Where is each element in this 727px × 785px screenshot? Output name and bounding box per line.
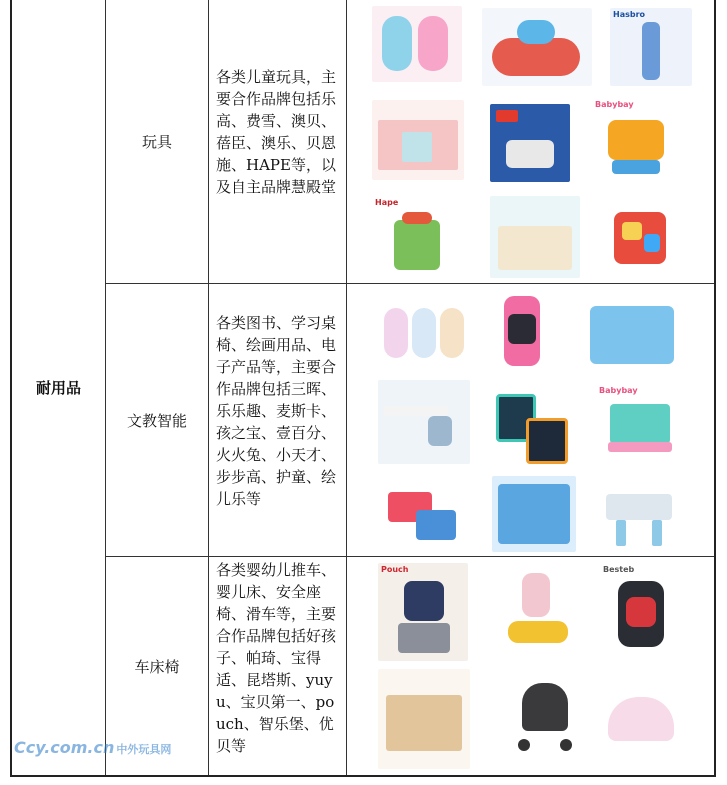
- row-desc-strollers: 各类婴幼儿推车、婴儿床、安全座椅、滑车等，主要合作品牌包括好孩子、帕琦、宝得适、昆塔斯、yuyu、宝贝第一、pouch、智乐堡、优贝等: [216, 561, 337, 755]
- row-name-toys: 玩具: [141, 133, 172, 151]
- row-name-education: 文教智能: [126, 411, 187, 430]
- bead-maze-image: [372, 196, 462, 278]
- gift-boxes-image: [492, 476, 576, 552]
- study-desk-image: [378, 380, 470, 464]
- baby-walker-image: [592, 98, 678, 184]
- image-cell-toys: [352, 0, 712, 283]
- crayon-case-image: [584, 292, 680, 372]
- row-desc-toys: 各类儿童玩具，主要合作品牌包括乐高、费雪、澳贝、蓓臣、澳乐、贝恩施、HAPE等，以及自主品牌慧殿堂: [216, 68, 337, 196]
- wooden-crib-image: [378, 669, 470, 769]
- brand-hasbro-label: Hasbro: [613, 10, 646, 19]
- image-cell-education: [352, 284, 712, 556]
- baby-activity-center-image: [482, 8, 592, 86]
- category-cell: 耐用品: [35, 379, 81, 397]
- brand-babybay-label-2: Babybay: [599, 386, 638, 395]
- row-desc-education: 各类图书、学习桌椅、绘画用品、电子产品等，主要合作品牌包括三晖、乐乐趣、麦斯卡、孩之宝、壹百分、火火兔、小天才、步步高、护童、绘儿乐等: [216, 314, 337, 508]
- brand-babybay-label-1: Babybay: [595, 100, 634, 109]
- kids-smartwatch-image: [484, 290, 564, 372]
- watermark: [14, 738, 171, 757]
- brand-besteb-label: Besteb: [603, 565, 635, 574]
- plush-toys-image: [372, 6, 462, 82]
- doll-box-image: [610, 8, 692, 86]
- row-name-strollers: 车床椅: [134, 657, 180, 676]
- watermark-latin: Ccy.com.cn: [14, 738, 115, 757]
- col-divider-3: [346, 0, 347, 775]
- swing-car-image: [492, 563, 582, 659]
- watermark-cn: 中外玩具网: [116, 743, 172, 756]
- kids-table-set-image: [378, 474, 466, 552]
- baby-nest-image: [600, 675, 682, 763]
- activity-cube-image: [596, 200, 682, 280]
- stroller-image: [500, 669, 586, 769]
- rabbit-story-machines-image: [372, 290, 472, 368]
- activity-table-image: [596, 474, 682, 554]
- brand-table: [10, 0, 716, 777]
- high-chair-image: [378, 563, 468, 661]
- brand-hape-label: Hape: [375, 198, 399, 207]
- play-mat-image: [490, 196, 580, 278]
- brand-pouch-label: Pouch: [381, 565, 409, 574]
- car-seat-image: [600, 563, 682, 659]
- col-divider-2: [208, 0, 209, 775]
- image-cell-strollers: [352, 557, 712, 775]
- easel-board-image: [596, 384, 682, 468]
- lego-box-image: [490, 104, 570, 182]
- lcd-drawing-tablets-image: [492, 386, 572, 464]
- play-fence-image: [372, 100, 464, 180]
